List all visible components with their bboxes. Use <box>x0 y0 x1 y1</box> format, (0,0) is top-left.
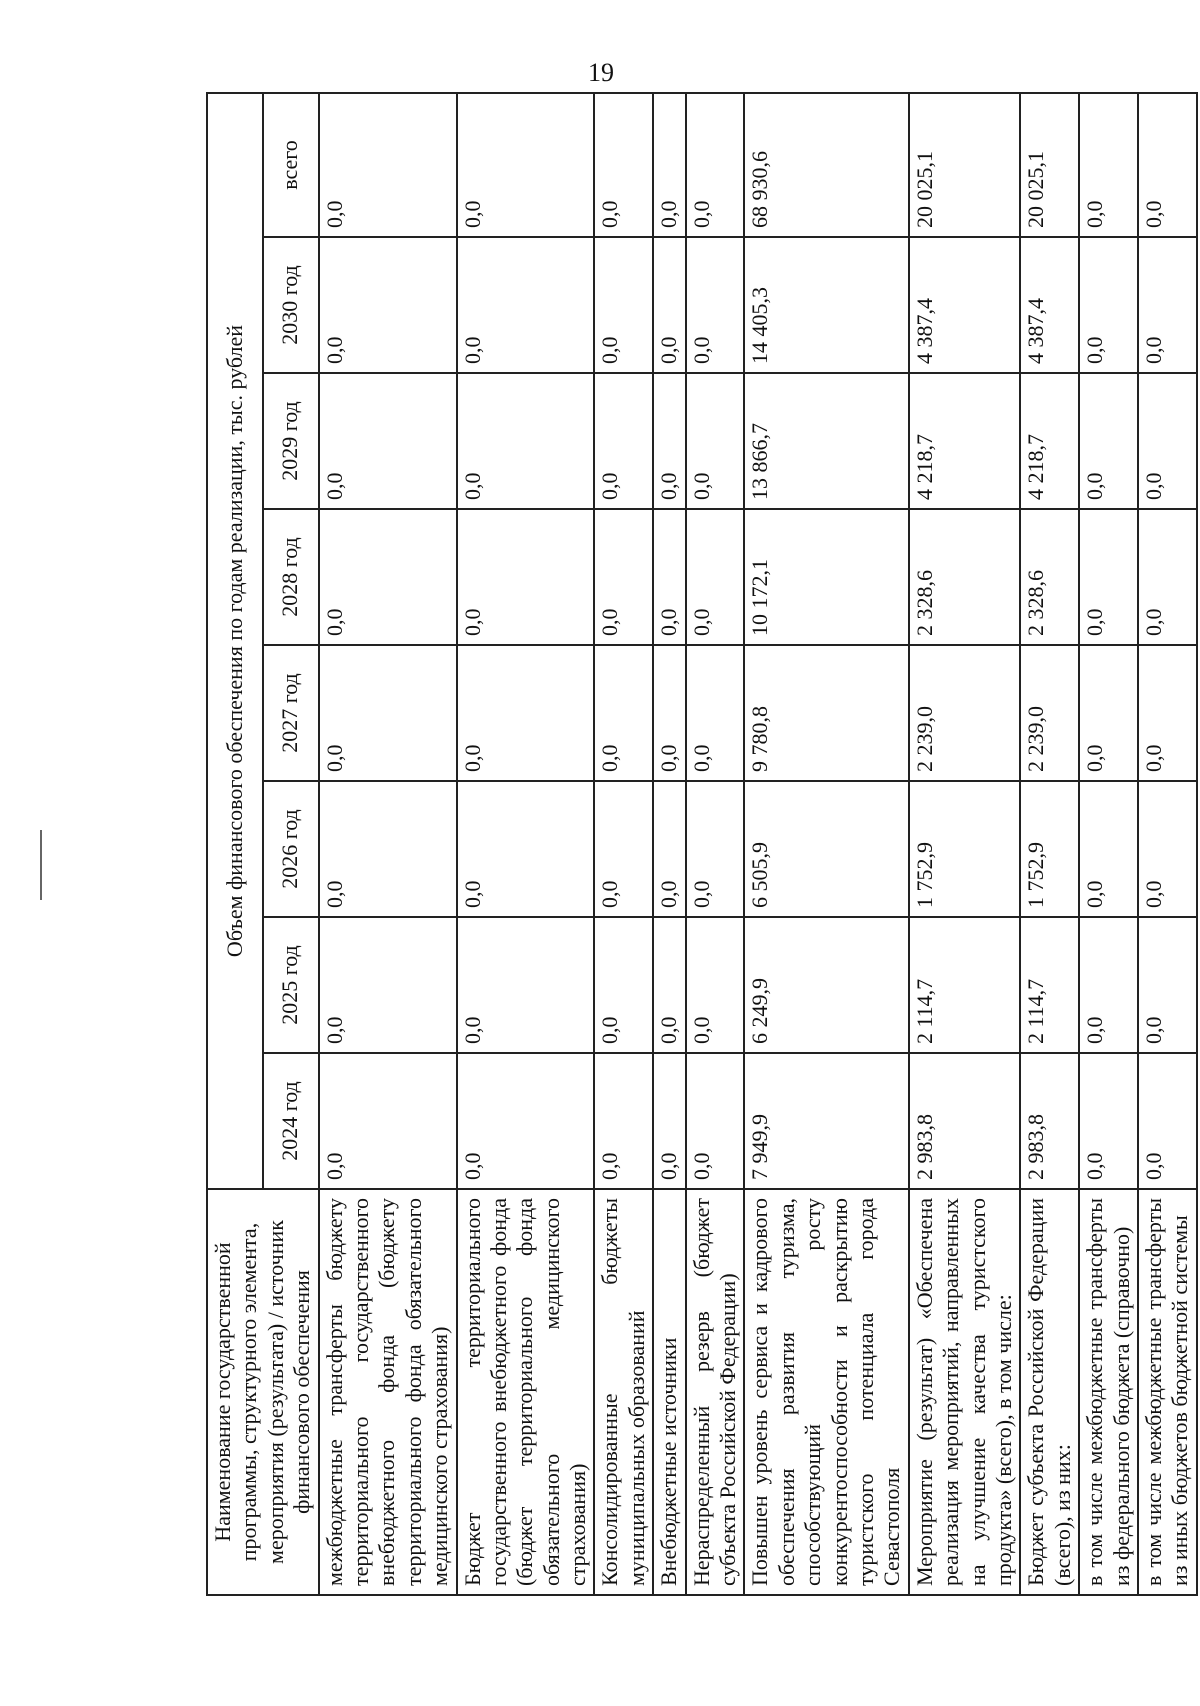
header-year: 2027 год <box>263 645 319 781</box>
row-value-cell: 1 752,9 <box>909 781 1021 917</box>
row-value-cell: 14 405,3 <box>744 237 908 373</box>
scan-artifact-line <box>40 830 42 900</box>
page-number: 19 <box>588 58 614 87</box>
row-name-cell: Внебюджетные источники <box>653 1189 685 1595</box>
row-value-cell: 6 505,9 <box>744 781 908 917</box>
row-name-cell: в том числе межбюджетные трансферты из иных бюджетов бюджетной системы <box>1138 1189 1197 1595</box>
row-value-cell: 0,0 <box>1138 509 1197 645</box>
row-value-cell: 0,0 <box>686 917 745 1053</box>
header-year: 2029 год <box>263 373 319 509</box>
row-value-cell: 13 866,7 <box>744 373 908 509</box>
table-row <box>319 93 457 1595</box>
row-value-cell: 0,0 <box>653 781 685 917</box>
row-value-cell: 0,0 <box>686 373 745 509</box>
row-value-cell: 0,0 <box>457 509 595 645</box>
row-value-cell: 0,0 <box>457 917 595 1053</box>
row-value-cell: 0,0 <box>686 781 745 917</box>
row-total-cell: 0,0 <box>457 93 595 237</box>
row-value-cell: 6 249,9 <box>744 917 908 1053</box>
row-value-cell: 0,0 <box>594 1053 653 1189</box>
table-row <box>1020 93 1079 1595</box>
table-row <box>744 93 908 1595</box>
row-value-cell: 0,0 <box>594 645 653 781</box>
row-value-cell: 0,0 <box>319 645 457 781</box>
row-name-cell: Консолидированные бюджеты муниципальных образований <box>594 1189 653 1595</box>
row-value-cell: 0,0 <box>319 917 457 1053</box>
table-row <box>1138 93 1197 1595</box>
header-year: 2030 год <box>263 237 319 373</box>
row-value-cell: 10 172,1 <box>744 509 908 645</box>
row-value-cell: 0,0 <box>1138 237 1197 373</box>
table-row <box>686 93 745 1595</box>
row-total-cell: 0,0 <box>686 93 745 237</box>
row-value-cell: 4 387,4 <box>909 237 1021 373</box>
row-value-cell: 2 328,6 <box>1020 509 1079 645</box>
row-total-cell: 68 930,6 <box>744 93 908 237</box>
row-value-cell: 4 387,4 <box>1020 237 1079 373</box>
row-value-cell: 0,0 <box>653 917 685 1053</box>
row-value-cell: 0,0 <box>686 645 745 781</box>
row-value-cell: 0,0 <box>319 237 457 373</box>
row-value-cell: 0,0 <box>653 373 685 509</box>
row-name-cell: Бюджет территориального государственного внебюджетного фонда (бюджет территориального фонда обязательного медицинского страхования) <box>457 1189 595 1595</box>
table-row <box>909 93 1021 1595</box>
header-total: всего <box>263 93 319 237</box>
row-name-cell: межбюджетные трансферты бюджету территориального государственного внебюджетного фонда (бюджету территориального фонда обязательного медицинского страхования) <box>319 1189 457 1595</box>
rotated-table-container <box>206 94 1193 1596</box>
table-row <box>653 93 685 1595</box>
row-value-cell: 1 752,9 <box>1020 781 1079 917</box>
row-value-cell: 0,0 <box>319 509 457 645</box>
row-value-cell: 0,0 <box>457 373 595 509</box>
row-total-cell: 0,0 <box>653 93 685 237</box>
header-year: 2024 год <box>263 1053 319 1189</box>
row-value-cell: 2 328,6 <box>909 509 1021 645</box>
table-row <box>594 93 653 1595</box>
table-row <box>457 93 595 1595</box>
row-value-cell: 0,0 <box>686 1053 745 1189</box>
row-name-cell: Нераспределенный резерв (бюджет субъекта Российской Федерации) <box>686 1189 745 1595</box>
row-value-cell: 2 983,8 <box>909 1053 1021 1189</box>
row-value-cell: 0,0 <box>457 645 595 781</box>
row-value-cell: 2 114,7 <box>909 917 1021 1053</box>
row-value-cell: 0,0 <box>1079 373 1138 509</box>
row-total-cell: 0,0 <box>594 93 653 237</box>
row-value-cell: 0,0 <box>653 509 685 645</box>
row-total-cell: 0,0 <box>319 93 457 237</box>
row-value-cell: 2 239,0 <box>1020 645 1079 781</box>
row-value-cell: 2 983,8 <box>1020 1053 1079 1189</box>
row-value-cell: 0,0 <box>1079 509 1138 645</box>
row-total-cell: 0,0 <box>1138 93 1197 237</box>
row-value-cell: 2 114,7 <box>1020 917 1079 1053</box>
row-value-cell: 0,0 <box>1138 917 1197 1053</box>
row-value-cell: 0,0 <box>686 509 745 645</box>
row-value-cell: 0,0 <box>1079 645 1138 781</box>
row-name-cell: Мероприятие (результат) «Обеспечена реализация мероприятий, направленных на улучшение качества туристского продукта» (всего), в том числе: <box>909 1189 1021 1595</box>
row-name-cell: в том числе межбюджетные трансферты из федерального бюджета (справочно) <box>1079 1189 1138 1595</box>
row-value-cell: 0,0 <box>1079 237 1138 373</box>
row-value-cell: 0,0 <box>457 237 595 373</box>
row-value-cell: 0,0 <box>653 237 685 373</box>
row-value-cell: 0,0 <box>594 509 653 645</box>
header-row-group <box>207 93 263 1595</box>
table-row <box>1079 93 1138 1595</box>
row-value-cell: 0,0 <box>457 1053 595 1189</box>
row-value-cell: 4 218,7 <box>1020 373 1079 509</box>
row-value-cell: 0,0 <box>319 373 457 509</box>
header-year: 2026 год <box>263 781 319 917</box>
row-total-cell: 20 025,1 <box>1020 93 1079 237</box>
row-value-cell: 0,0 <box>1138 373 1197 509</box>
row-value-cell: 0,0 <box>594 917 653 1053</box>
row-value-cell: 0,0 <box>1079 1053 1138 1189</box>
row-value-cell: 7 949,9 <box>744 1053 908 1189</box>
row-value-cell: 0,0 <box>1138 1053 1197 1189</box>
header-name-col: Наименование государственной программы, структурного элемента, мероприятия (результата) / источник финансового обеспечения <box>207 1189 319 1595</box>
row-value-cell: 0,0 <box>594 781 653 917</box>
row-value-cell: 0,0 <box>457 781 595 917</box>
header-year: 2028 год <box>263 509 319 645</box>
row-value-cell: 0,0 <box>1079 917 1138 1053</box>
row-value-cell: 2 239,0 <box>909 645 1021 781</box>
row-value-cell: 0,0 <box>686 237 745 373</box>
row-value-cell: 0,0 <box>594 237 653 373</box>
financing-table <box>206 92 1198 1596</box>
row-value-cell: 0,0 <box>1079 781 1138 917</box>
row-value-cell: 0,0 <box>594 373 653 509</box>
header-group: Объем финансового обеспечения по годам реализации, тыс. рублей <box>207 93 263 1189</box>
row-value-cell: 0,0 <box>653 1053 685 1189</box>
row-value-cell: 4 218,7 <box>909 373 1021 509</box>
row-value-cell: 0,0 <box>319 781 457 917</box>
row-total-cell: 0,0 <box>1079 93 1138 237</box>
header-year: 2025 год <box>263 917 319 1053</box>
row-value-cell: 0,0 <box>319 1053 457 1189</box>
row-total-cell: 20 025,1 <box>909 93 1021 237</box>
row-value-cell: 0,0 <box>1138 781 1197 917</box>
row-name-cell: Бюджет субъекта Российской Федерации (всего), из них: <box>1020 1189 1079 1595</box>
row-value-cell: 0,0 <box>1138 645 1197 781</box>
row-value-cell: 9 780,8 <box>744 645 908 781</box>
row-name-cell: Повышен уровень сервиса и кадрового обеспечения развития туризма, способствующий росту конкурентоспособности и раскрытию туристского потенциала города Севастополя <box>744 1189 908 1595</box>
row-value-cell: 0,0 <box>653 645 685 781</box>
